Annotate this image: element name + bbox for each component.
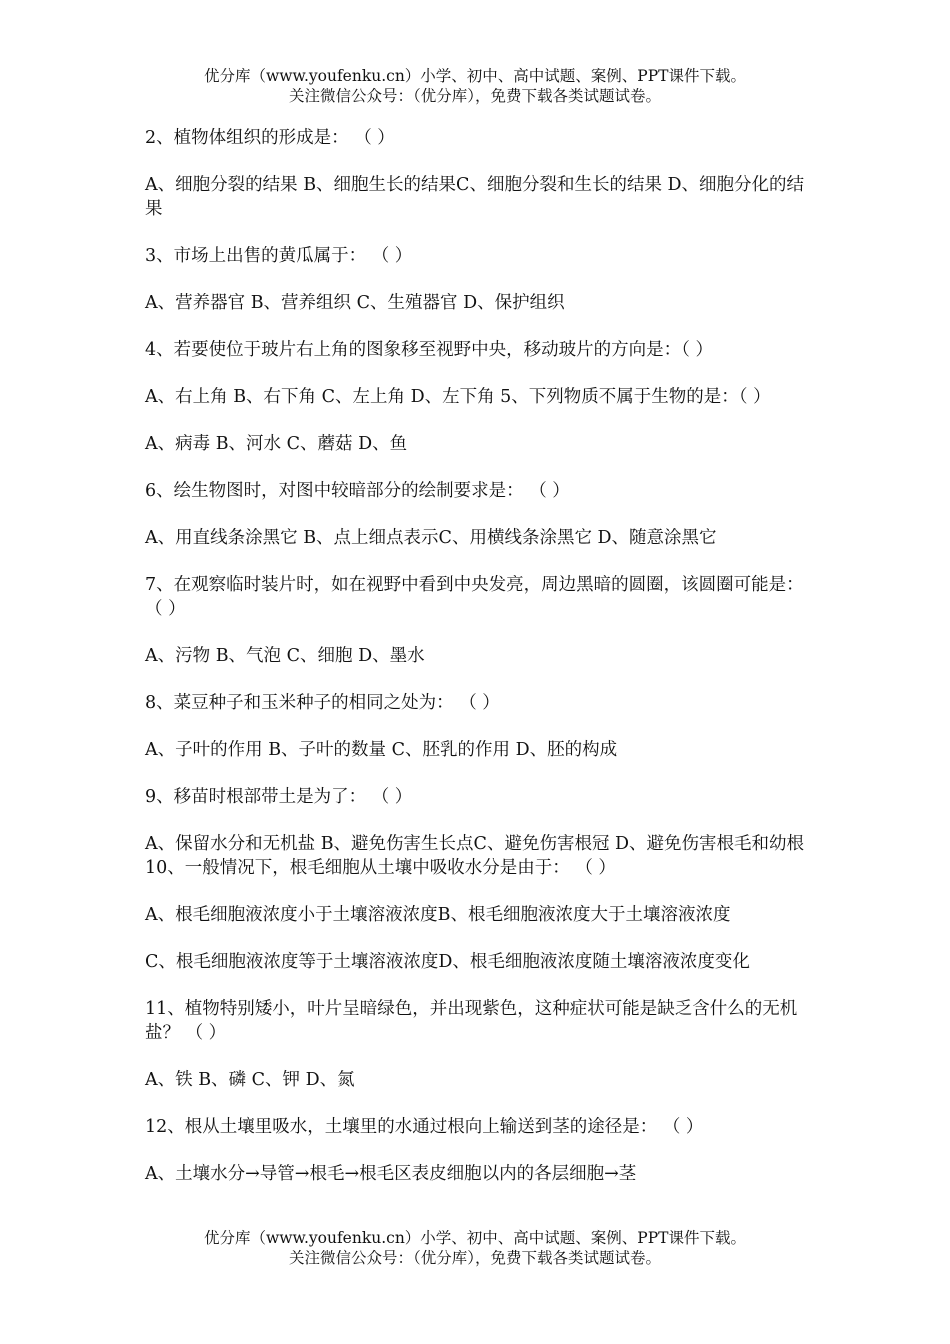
header-line-1: 优分库（www.youfenku.cn）小学、初中、高中试题、案例、PPT课件下载。 (203, 67, 747, 85)
question-9: 9、移苗时根部带土是为了： （ ） (145, 787, 413, 807)
question-6: 6、绘生物图时，对图中较暗部分的绘制要求是： （ ） (145, 481, 570, 501)
question-8: 8、菜豆种子和玉米种子的相同之处为： （ ） (145, 693, 500, 713)
question-11: 11、植物特别矮小，叶片呈暗绿色，并出现紫色，这种症状可能是缺乏含什么的无机盐？ （ ） (145, 999, 798, 1043)
question-12: 12、根从土壤里吸水，土壤里的水通过根向上输送到茎的途径是： （ ） (145, 1117, 704, 1137)
question-4: 4、若要使位于玻片右上角的图象移至视野中央，移动玻片的方向是：（ ） (145, 340, 713, 360)
question-2: 2、植物体组织的形成是： （ ） (145, 128, 395, 148)
header-line-2: 关注微信公众号：（优分库），免费下载各类试题试卷。 (288, 87, 661, 105)
options-8: A、子叶的作用 B、子叶的数量 C、胚乳的作用 D、胚的构成 (145, 740, 618, 760)
options-12-a: A、土壤水分→导管→根毛→根毛区表皮细胞以内的各层细胞→茎 (145, 1164, 637, 1184)
options-6: A、用直线条涂黑它 B、点上细点表示C、用横线条涂黑它 D、随意涂黑它 (145, 528, 717, 548)
page-footer (0, 1228, 950, 1268)
options-10-cd: C、根毛细胞液浓度等于土壤溶液浓度D、根毛细胞液浓度随土壤溶液浓度变化 (145, 952, 750, 972)
options-3: A、营养器官 B、营养组织 C、生殖器官 D、保护组织 (145, 293, 565, 313)
options-5: A、病毒 B、河水 C、蘑菇 D、鱼 (145, 434, 408, 454)
footer-line-2: 关注微信公众号：（优分库），免费下载各类试题试卷。 (288, 1249, 661, 1267)
options-11: A、铁 B、磷 C、钾 D、氮 (145, 1070, 355, 1090)
document-body (145, 126, 815, 1209)
page-header (0, 66, 950, 106)
options-7: A、污物 B、气泡 C、细胞 D、墨水 (145, 646, 425, 666)
options-9-question-10: A、保留水分和无机盐 B、避免伤害生长点C、避免伤害根冠 D、避免伤害根毛和幼根 10、一般情况下，根毛细胞从土壤中吸收水分是由于： （ ） (145, 834, 805, 878)
question-3: 3、市场上出售的黄瓜属于： （ ） (145, 246, 413, 266)
footer-line-1: 优分库（www.youfenku.cn）小学、初中、高中试题、案例、PPT课件下载。 (203, 1229, 747, 1247)
options-4-question-5: A、右上角 B、右下角 C、左上角 D、左下角 5、下列物质不属于生物的是：（ ） (145, 387, 771, 407)
options-10-ab: A、根毛细胞液浓度小于土壤溶液浓度B、根毛细胞液浓度大于土壤溶液浓度 (145, 905, 731, 925)
question-7: 7、在观察临时装片时，如在视野中看到中央发亮，周边黑暗的圆圈，该圆圈可能是： （ ） (145, 575, 804, 619)
options-2: A、细胞分裂的结果 B、细胞生长的结果C、细胞分裂和生长的结果 D、细胞分化的结果 (145, 175, 805, 219)
